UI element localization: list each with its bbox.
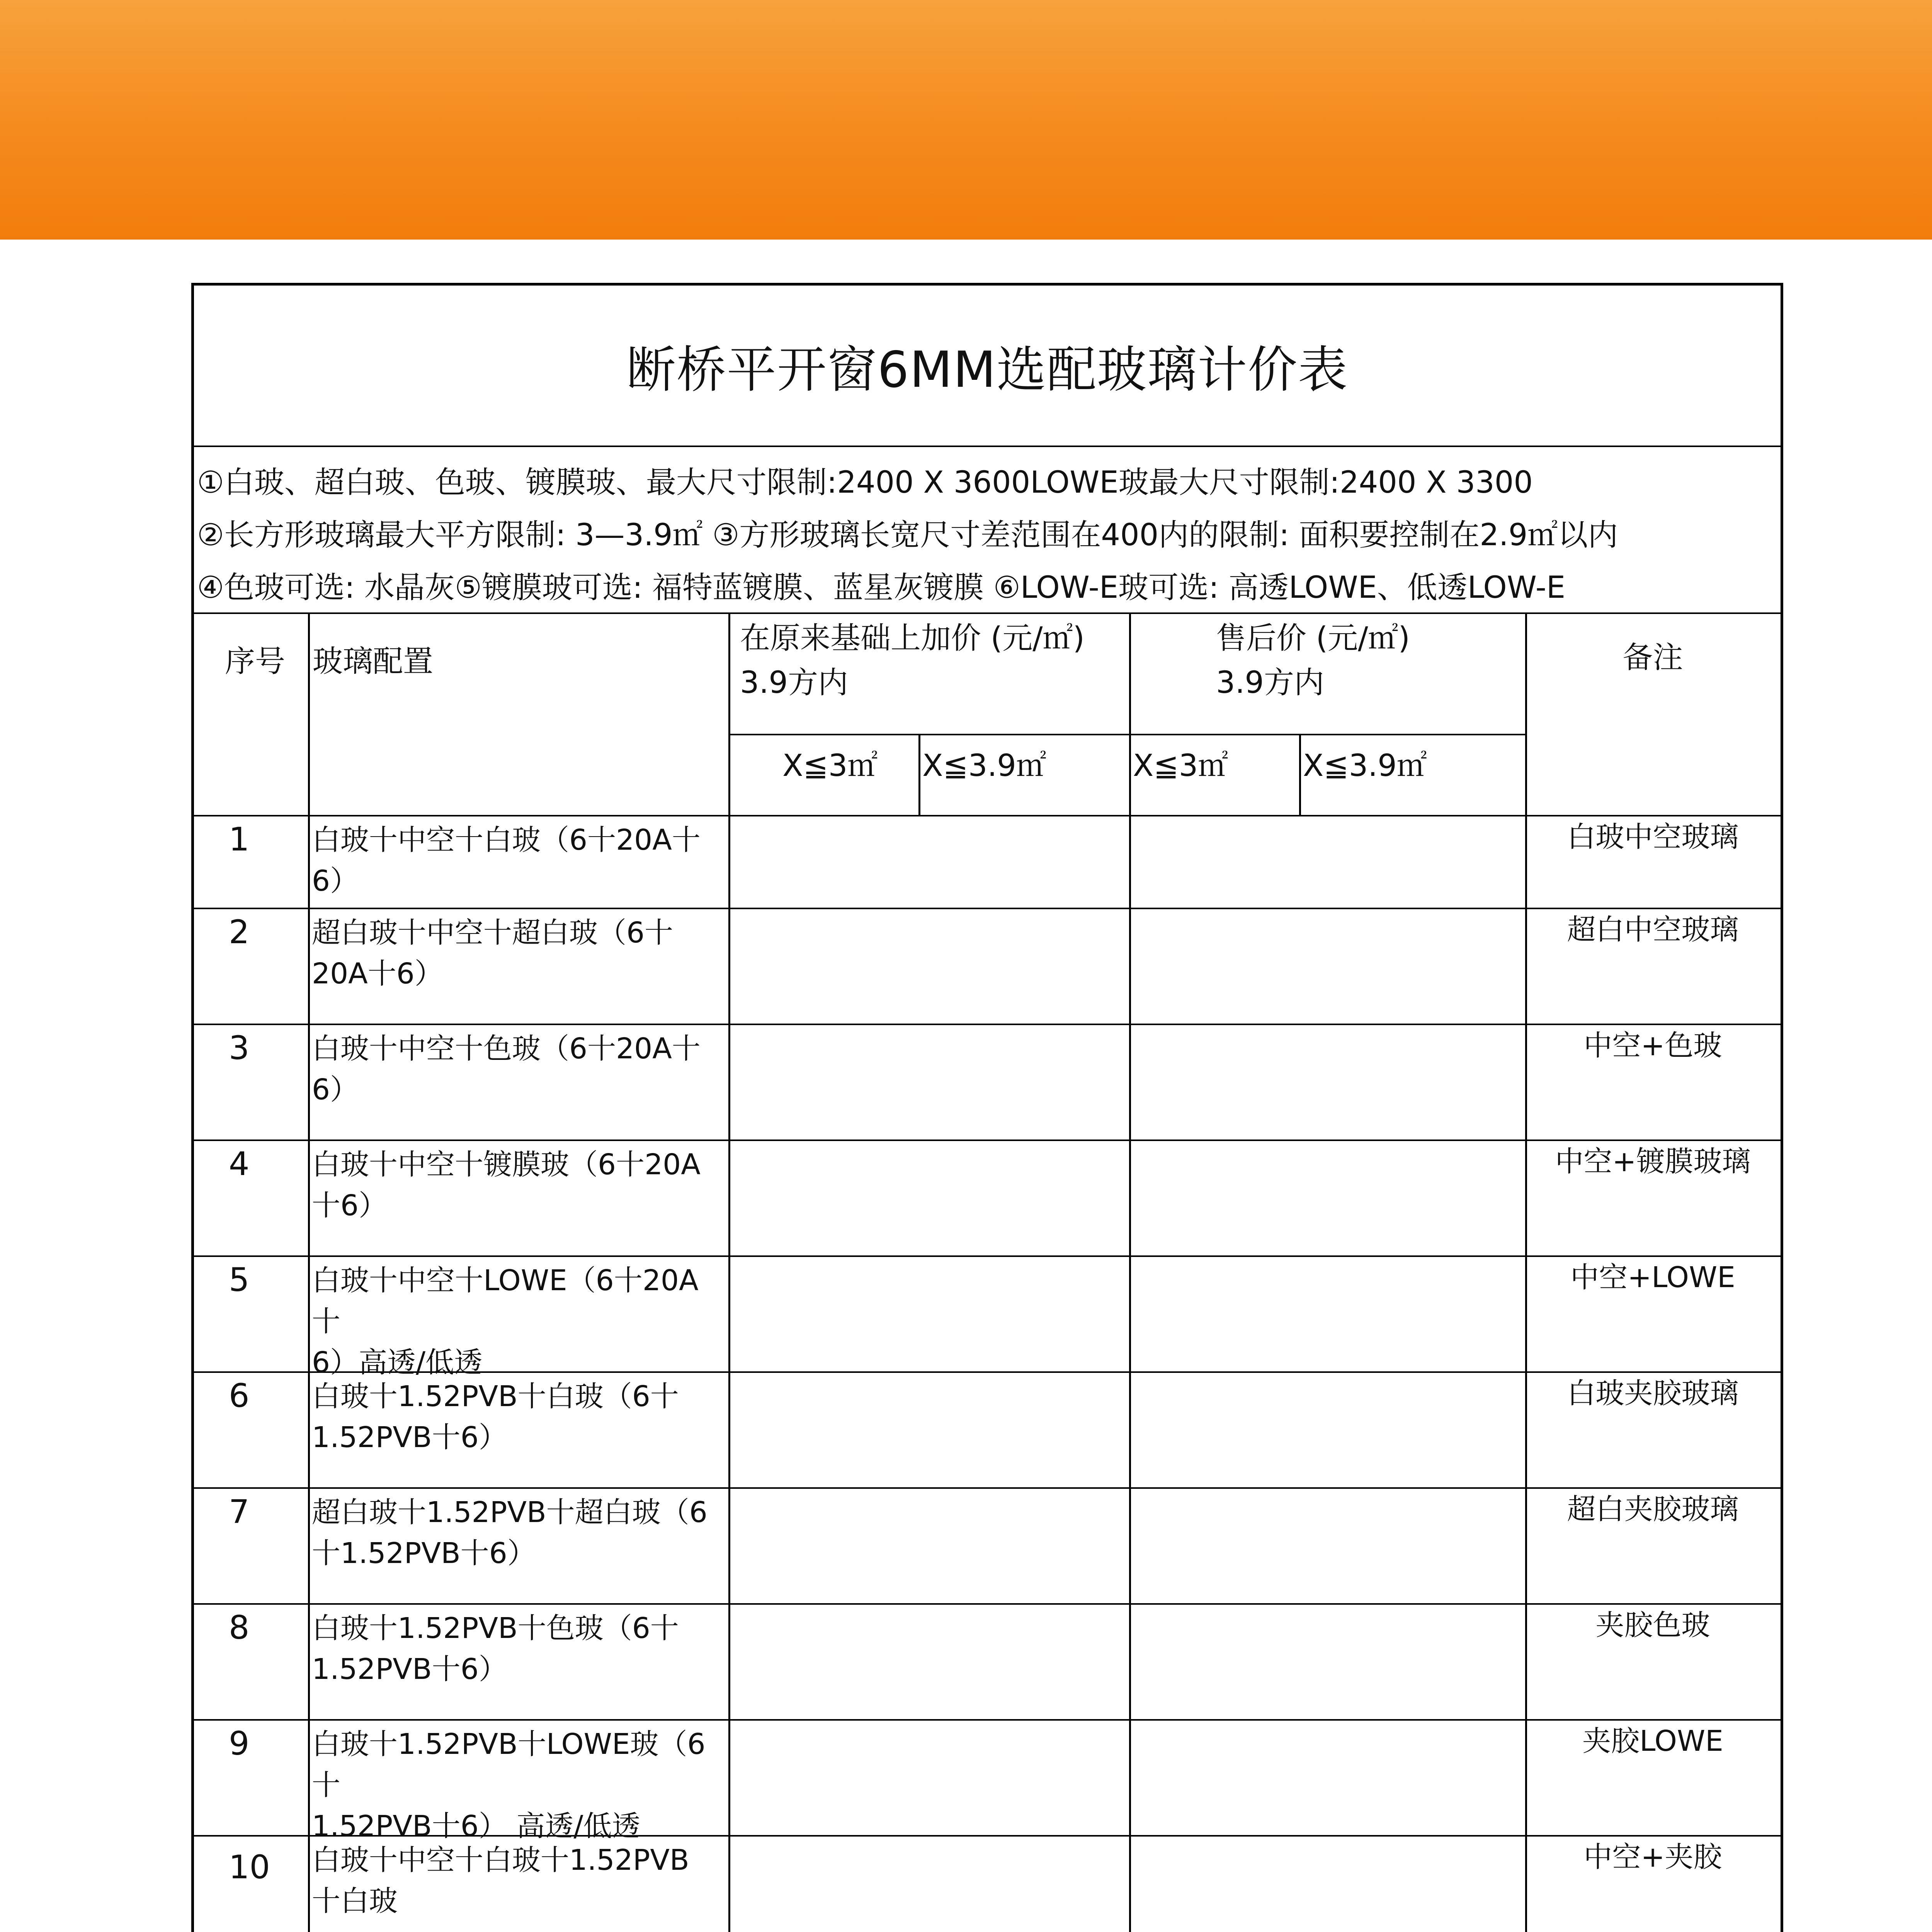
row-number: 8 (229, 1609, 250, 1646)
grid-line (308, 614, 310, 1932)
row-number: 9 (229, 1725, 250, 1762)
row-config: 超白玻十中空十超白玻（6十 20A十6） (312, 916, 673, 990)
row-number: 7 (229, 1493, 250, 1531)
header-addon-sub: 3.9方内 (740, 665, 849, 700)
row-number: 5 (229, 1261, 250, 1299)
page-title: 断桥平开窗6MM选配玻璃计价表 (194, 286, 1781, 447)
notes-block (194, 447, 1781, 614)
row-config: 白玻十中空十白玻（6十20A十 6） (312, 823, 701, 898)
note-line: ②长方形玻璃最大平方限制: 3—3.9㎡ ③方形玻璃长宽尺寸差范围在400内的限制: 面积要控制在2.9㎡以内 (197, 518, 1618, 553)
row-config: 白玻十中空十色玻（6十20A十 6） (312, 1032, 701, 1106)
header-addon-title: 在原来基础上加价 (元/㎡) (740, 621, 1085, 656)
grid-line (918, 734, 920, 815)
price-table (191, 283, 1783, 1932)
row-config: 白玻十中空十白玻十1.52PVB 十白玻 (312, 1844, 689, 1918)
row-remark: 超白夹胶玻璃 (1567, 1493, 1739, 1526)
row-remark: 夹胶LOWE (1582, 1725, 1723, 1758)
header-after-sub: 3.9方内 (1216, 665, 1325, 700)
row-remark: 中空+色玻 (1583, 1029, 1722, 1062)
row-number: 10 (229, 1848, 270, 1886)
top-banner (0, 0, 1932, 240)
row-remark: 白玻中空玻璃 (1567, 820, 1739, 854)
row-config: 白玻十1.52PVB十白玻（6十 1.52PVB十6） (312, 1380, 679, 1454)
header-after-title: 售后价 (元/㎡) (1216, 621, 1410, 656)
header-config: 玻璃配置 (313, 644, 434, 679)
grid-line (728, 614, 730, 1932)
subheader-addon-le39: X≦3.9㎡ (922, 748, 1046, 783)
header-seq: 序号 (225, 644, 286, 679)
row-number: 3 (229, 1029, 250, 1067)
row-remark: 中空+LOWE (1570, 1261, 1735, 1294)
grid-line (1129, 614, 1131, 1932)
row-remark: 中空+镀膜玻璃 (1555, 1145, 1751, 1178)
row-remark: 中空+夹胶 (1583, 1840, 1722, 1874)
row-remark: 夹胶色玻 (1595, 1609, 1710, 1642)
row-remark: 白玻夹胶玻璃 (1567, 1377, 1739, 1410)
note-line: ①白玻、超白玻、色玻、镀膜玻、最大尺寸限制:2400 X 3600LOWE玻最大尺寸限制:2400 X 3300 (197, 465, 1533, 500)
subheader-after-le39: X≦3.9㎡ (1303, 748, 1427, 783)
row-config: 超白玻十1.52PVB十超白玻（6 十1.52PVB十6） (312, 1496, 707, 1570)
subheader-after-le3: X≦3㎡ (1133, 748, 1228, 783)
subheader-addon-le3: X≦3㎡ (782, 748, 878, 783)
grid-line (728, 734, 1525, 735)
row-number: 4 (229, 1145, 250, 1183)
row-config: 白玻十1.52PVB十LOWE玻（6十 1.52PVB十6） 高透/低透 (312, 1728, 706, 1843)
row-number: 2 (229, 913, 250, 951)
row-number: 1 (229, 820, 250, 858)
row-config: 白玻十中空十LOWE（6十20A十 6）高透/低透 (312, 1264, 699, 1379)
header-remark: 备注 (1622, 640, 1683, 675)
note-line: ④色玻可选: 水晶灰⑤镀膜玻可选: 福特蓝镀膜、蓝星灰镀膜 ⑥LOW-E玻可选: 高透LOWE、低透LOW-E (197, 570, 1566, 605)
grid-line (1299, 734, 1301, 815)
row-config: 白玻十中空十镀膜玻（6十20A 十6） (312, 1148, 701, 1222)
row-number: 6 (229, 1377, 250, 1415)
row-config: 白玻十1.52PVB十色玻（6十 1.52PVB十6） (312, 1612, 679, 1686)
row-remark: 超白中空玻璃 (1567, 913, 1739, 946)
